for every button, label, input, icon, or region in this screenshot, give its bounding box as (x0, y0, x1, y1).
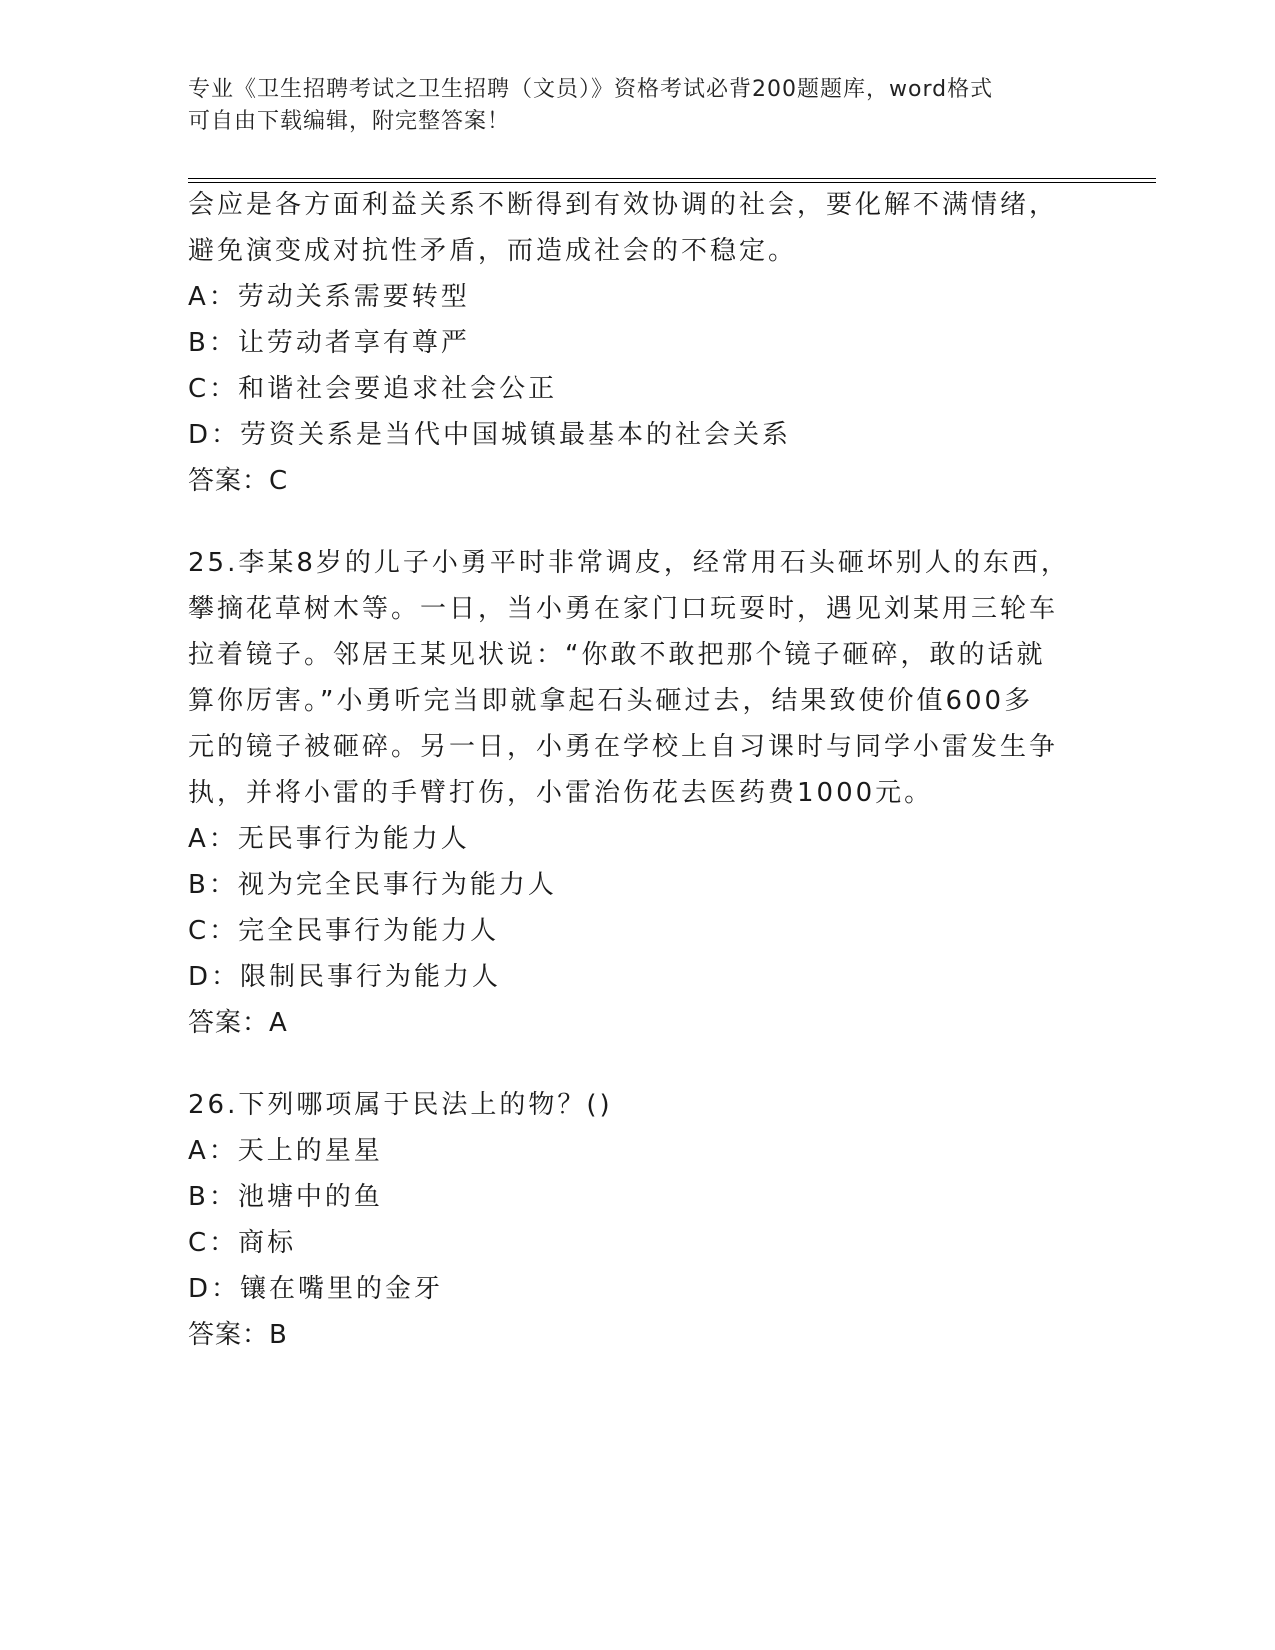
question-stem-line: 执，并将小雷的手臂打伤，小雷治伤花去医药费1000元。 (188, 778, 934, 808)
answer-line: 答案：C (188, 466, 289, 496)
option-b: B：视为完全民事行为能力人 (188, 870, 557, 900)
option-d: D：劳资关系是当代中国城镇最基本的社会关系 (188, 420, 792, 450)
option-a: A：天上的星星 (188, 1136, 383, 1166)
option-c: C：和谐社会要追求社会公正 (188, 374, 558, 404)
question-25 (188, 540, 1068, 1046)
question-stem-line: 避免演变成对抗性矛盾，而造成社会的不稳定。 (188, 236, 798, 266)
question-24 (188, 182, 1068, 504)
option-c: C：完全民事行为能力人 (188, 916, 500, 946)
question-stem-line: 会应是各方面利益关系不断得到有效协调的社会，要化解不满情绪， (188, 190, 1059, 220)
question-26 (188, 1082, 1068, 1358)
header-line-1: 专业《卫生招聘考试之卫生招聘（文员）》资格考试必背200题题库，word格式 (188, 77, 994, 102)
option-b: B：让劳动者享有尊严 (188, 328, 470, 358)
page-header (188, 74, 1088, 138)
question-stem-line: 25.李某8岁的儿子小勇平时非常调皮，经常用石头砸坏别人的东西， (188, 548, 1070, 578)
option-a: A：无民事行为能力人 (188, 824, 470, 854)
question-stem-line: 元的镜子被砸碎。另一日，小勇在学校上自习课时与同学小雷发生争 (188, 732, 1059, 762)
question-stem-line: 攀摘花草树木等。一日，当小勇在家门口玩耍时，遇见刘某用三轮车 (188, 594, 1059, 624)
option-d: D：镶在嘴里的金牙 (188, 1274, 444, 1304)
question-stem-line: 26.下列哪项属于民法上的物？() (188, 1090, 613, 1120)
option-b: B：池塘中的鱼 (188, 1182, 383, 1212)
answer-line: 答案：A (188, 1008, 288, 1038)
option-d: D：限制民事行为能力人 (188, 962, 502, 992)
question-stem-line: 算你厉害。”小勇听完当即就拿起石头砸过去，结果致使价值600多 (188, 686, 1034, 716)
question-stem-line: 拉着镜子。邻居王某见状说：“你敢不敢把那个镜子砸碎，敢的话就 (188, 640, 1046, 670)
header-line-2: 可自由下载编辑，附完整答案！ (188, 109, 511, 134)
option-a: A：劳动关系需要转型 (188, 282, 470, 312)
answer-line: 答案：B (188, 1320, 288, 1350)
option-c: C：商标 (188, 1228, 297, 1258)
